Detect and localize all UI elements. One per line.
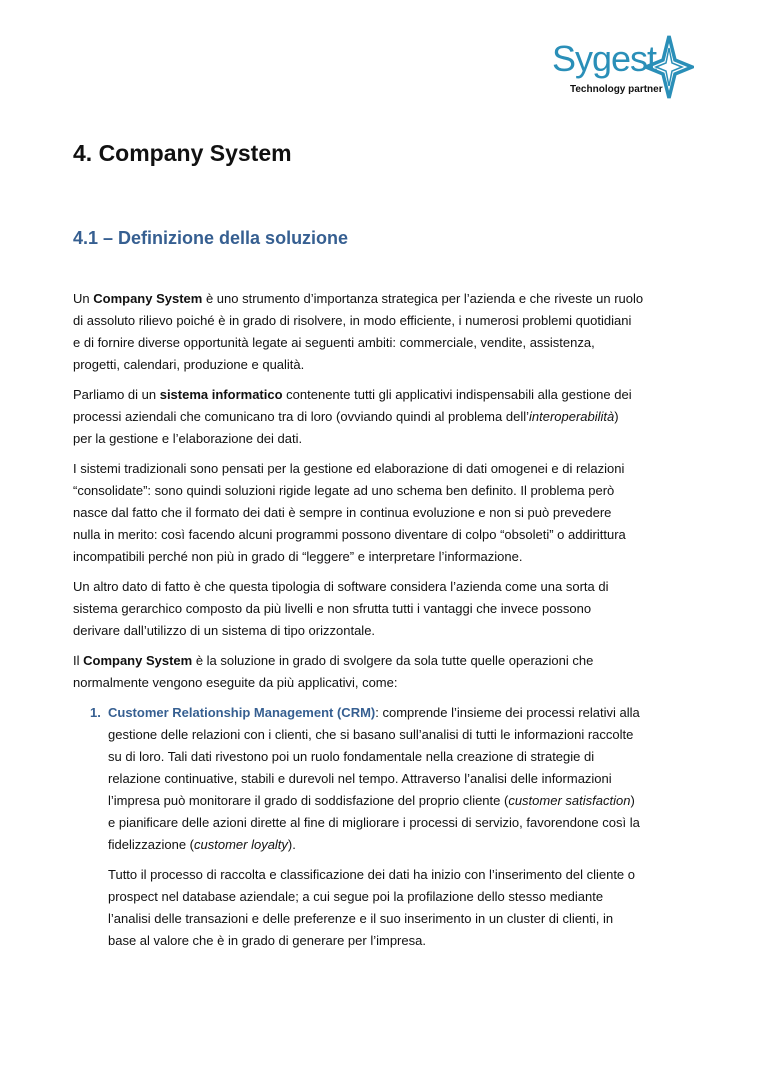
- text-line: I sistemi tradizionali sono pensati per la gestione ed elaborazione di dati omogenei e di relazioni: [73, 461, 625, 476]
- text-line: di assoluto rilievo poiché è in grado di risolvere, in modo efficiente, i numerosi problemi quotidiani: [73, 313, 632, 328]
- italic-term: customer satisfaction: [508, 793, 631, 808]
- text: Il: [73, 653, 84, 668]
- page-title: 4. Company System: [73, 140, 292, 166]
- text-line: gestione delle relazioni con i clienti, che si basano sull’analisi di tutti le informazioni raccolte: [108, 727, 634, 742]
- text-line: su di loro. Tali dati rivestono poi un ruolo fondamentale nella creazione di strategie di: [108, 749, 595, 764]
- logo-tagline: Technology partner: [570, 84, 663, 95]
- text-line: nasce dal fatto che il formato dei dati è sempre in continua evoluzione e non si può prevedere: [73, 505, 612, 520]
- italic-term: interoperabilità: [528, 409, 615, 424]
- list-item-paragraph: [108, 864, 695, 952]
- text-line: base al valore che è in grado di generare per l’impresa.: [108, 933, 426, 948]
- italic-term: customer loyalty: [194, 837, 288, 852]
- text-line: progetti, calendari, produzione e qualità.: [73, 357, 305, 372]
- text: Parliamo di un: [73, 387, 160, 402]
- text-line: [73, 384, 695, 406]
- bold-term: Company System: [83, 653, 193, 668]
- text: contenente tutti gli applicativi indispensabili alla gestione dei: [282, 387, 632, 402]
- bold-term: sistema informatico: [159, 387, 283, 402]
- text-line: Tutto il processo di raccolta e classificazione dei dati ha inizio con l’inserimento del cliente o: [108, 867, 636, 882]
- company-logo: [548, 34, 698, 104]
- text: l’impresa può monitorare il grado di soddisfazione del proprio cliente (: [108, 793, 509, 808]
- text-line: per la gestione e l’elaborazione dei dati.: [73, 431, 303, 446]
- text: è uno strumento d’importanza strategica per l’azienda e che riveste un ruolo: [202, 291, 644, 306]
- text-line: sistema gerarchico composto da più livelli e non sfrutta tutti i vantaggi che invece possono: [73, 601, 592, 616]
- document-body: [73, 288, 695, 952]
- text-line: normalmente vengono eseguite da più applicativi, come:: [73, 675, 398, 690]
- text: ): [614, 409, 619, 424]
- paragraph-2: [73, 384, 695, 450]
- text-line: “consolidate”: sono quindi soluzioni rigide legate ad uno schema ben definito. Il problema però: [73, 483, 615, 498]
- text: ).: [287, 837, 296, 852]
- paragraph-4: [73, 576, 695, 642]
- text-line: [108, 702, 695, 724]
- logo-wordmark: Sygest: [552, 38, 657, 79]
- text-line: [73, 406, 695, 428]
- text-line: [73, 650, 695, 672]
- text-line: e di fornire diverse opportunità legate ai seguenti ambiti: commerciale, vendite, assistenza,: [73, 335, 595, 350]
- text-line: nulla in merito: così facendo alcuni programmi possono diventare di colpo “obsoleti” o addirittura: [73, 527, 626, 542]
- list-number: 1.: [90, 705, 101, 720]
- text: Un: [73, 291, 94, 306]
- text: : comprende l’insieme dei processi relativi alla: [375, 705, 640, 720]
- text-line: derivare dall’utilizzo di un sistema di tipo orizzontale.: [73, 623, 376, 638]
- text-line: prospect nel database aziendale; a cui segue poi la profilazione dello stesso mediante: [108, 889, 604, 904]
- text-line: e pianificare delle azioni dirette al fine di migliorare i processi di servizio, favorendone così la: [108, 815, 640, 830]
- text-line: incompatibili perché non più in grado di “leggere” e interpretare l’informazione.: [73, 549, 523, 564]
- text: è la soluzione in grado di svolgere da sola tutte quelle operazioni che: [192, 653, 594, 668]
- text-line: Un altro dato di fatto è che questa tipologia di software considera l’azienda come una sorta di: [73, 579, 609, 594]
- text: processi aziendali che comunicano tra di loro (ovviando quindi al problema dell’: [73, 409, 529, 424]
- list-item: [73, 702, 695, 952]
- text-line: [73, 288, 695, 310]
- paragraph-1: [73, 288, 695, 376]
- list-item-title: Customer Relationship Management (CRM): [108, 705, 376, 720]
- text-line: relazione continuative, stabili e durevoli nel tempo. Attraverso l’analisi delle informazioni: [108, 771, 612, 786]
- text-line: l’analisi delle transazioni e delle preferenze e il suo inserimento in un cluster di clienti, in: [108, 911, 614, 926]
- section-title: 4.1 – Definizione della soluzione: [73, 228, 349, 248]
- text-line: [108, 790, 695, 812]
- paragraph-3: [73, 458, 695, 568]
- paragraph-5: [73, 650, 695, 694]
- bold-term: Company System: [93, 291, 203, 306]
- text: fidelizzazione (: [108, 837, 194, 852]
- text-line: [108, 834, 695, 856]
- text: ): [630, 793, 635, 808]
- numbered-list: [73, 702, 695, 952]
